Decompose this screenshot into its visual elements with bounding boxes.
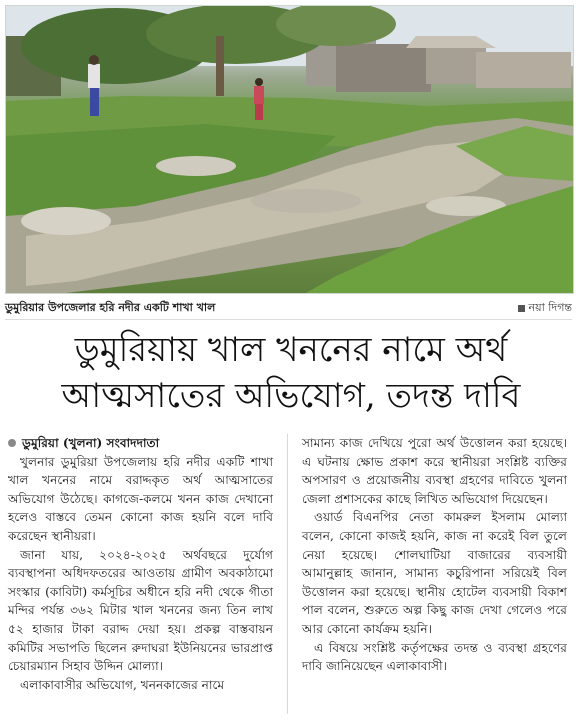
- paragraph: খুলনার ডুমুরিয়া উপজেলায় হরি নদীর একটি শাখা খাল খননের নামে বরাদ্দকৃত অর্থ আত্মসাতের অভিযোগ উঠেছে। কাগজে-কলমে খনন কাজ দেখানো হলেও বাস্তবে তেমন কোনো কাজ হয়নি বলে দাবি করেছেন স্থানীয়রা।: [8, 454, 273, 543]
- headline-line-2: আত্মসাতের অভিযোগ, তদন্ত দাবি: [61, 376, 521, 416]
- paragraph: এ বিষয়ে সংশ্লিষ্ট কর্তৃপক্ষের তদন্ত ও ব্যবস্থা গ্রহণের দাবি জানিয়েছেন এলাকাবাসী।: [302, 640, 567, 674]
- article-column-right: [302, 434, 567, 676]
- paragraph: সামান্য কাজ দেখিয়ে পুরো অর্থ উত্তোলন করা হয়েছে। এ ঘটনায় ক্ষোভ প্রকাশ করে স্থানীয়রা সংশ্লিষ্ট ব্যক্তির অপসারণ ও প্রয়োজনীয় ব্যবস্থা গ্রহণের দাবিতে খুলনা জেলা প্রশাসকের কাছে লিখিত অভিযোগ দিয়েছেন।: [302, 436, 567, 506]
- photo-source: [518, 299, 572, 318]
- photo-caption-bar: [5, 297, 572, 320]
- paragraph: এলাকাবাসীর অভিযোগ, খননকাজের নামে: [20, 677, 225, 692]
- dateline-bullet-icon: [8, 439, 16, 447]
- article-column-left: [8, 434, 273, 694]
- headline: [8, 327, 574, 419]
- square-bullet-icon: [518, 305, 525, 312]
- news-photo: [5, 5, 574, 294]
- paragraph: ওয়ার্ড বিএনপির নেতা কামরুল ইসলাম মোল্যা বলেন, কোনো কাজই হয়নি, কাজ না করেই বিল তুলে নেয়া হয়েছে। শোলঘাটিয়া বাজারের ব্যবসায়ী আমানুল্লাহ জানান, সামান্য কচুরিপানা সরিয়েই বিল উত্তোলন করা হয়েছে। স্থানীয় হোটেল ব্যবসায়ী বিকাশ পাল বলেন, শুরুতে অল্প কিছু কাজ দেখা গেলেও পরে আর কোনো কার্যক্রম হয়নি।: [302, 510, 567, 636]
- column-divider: [287, 434, 288, 714]
- dateline-text: ডুমুরিয়া (খুলনা) সংবাদদাতা: [22, 436, 160, 450]
- photo-caption: ডুমুরিয়ার উপজেলার হরি নদীর একটি শাখা খাল: [5, 300, 216, 314]
- paragraph: জানা যায়, ২০২৪-২০২৫ অর্থবছরে দুর্যোগ ব্যবস্থাপনা অধিদফতরের আওতায় গ্রামীণ অবকাঠামো সংস্কার (কাবিটা) কর্মসূচির অধীনে হরি নদী থেকে গীতা মন্দির পর্যন্ত ৩৬২ মিটার খাল খননের জন্য তিন লাখ ৫২ হাজার টাকা বরাদ্দ দেয়া হয়। প্রকল্প বাস্তবায়ন কমিটির সভাপতি ছিলেন রুদাঘরা ইউনিয়নের ভারপ্রাপ্ত চেয়ারম্যান সিহাব উদ্দিন মোল্যা।: [8, 547, 273, 674]
- dateline: [8, 434, 273, 453]
- canal-scene-image: [6, 6, 573, 293]
- headline-line-1: ডুমুরিয়ায় খাল খননের নামে অর্থ: [74, 330, 508, 370]
- photo-source-label: নয়া দিগন্ত: [528, 300, 572, 314]
